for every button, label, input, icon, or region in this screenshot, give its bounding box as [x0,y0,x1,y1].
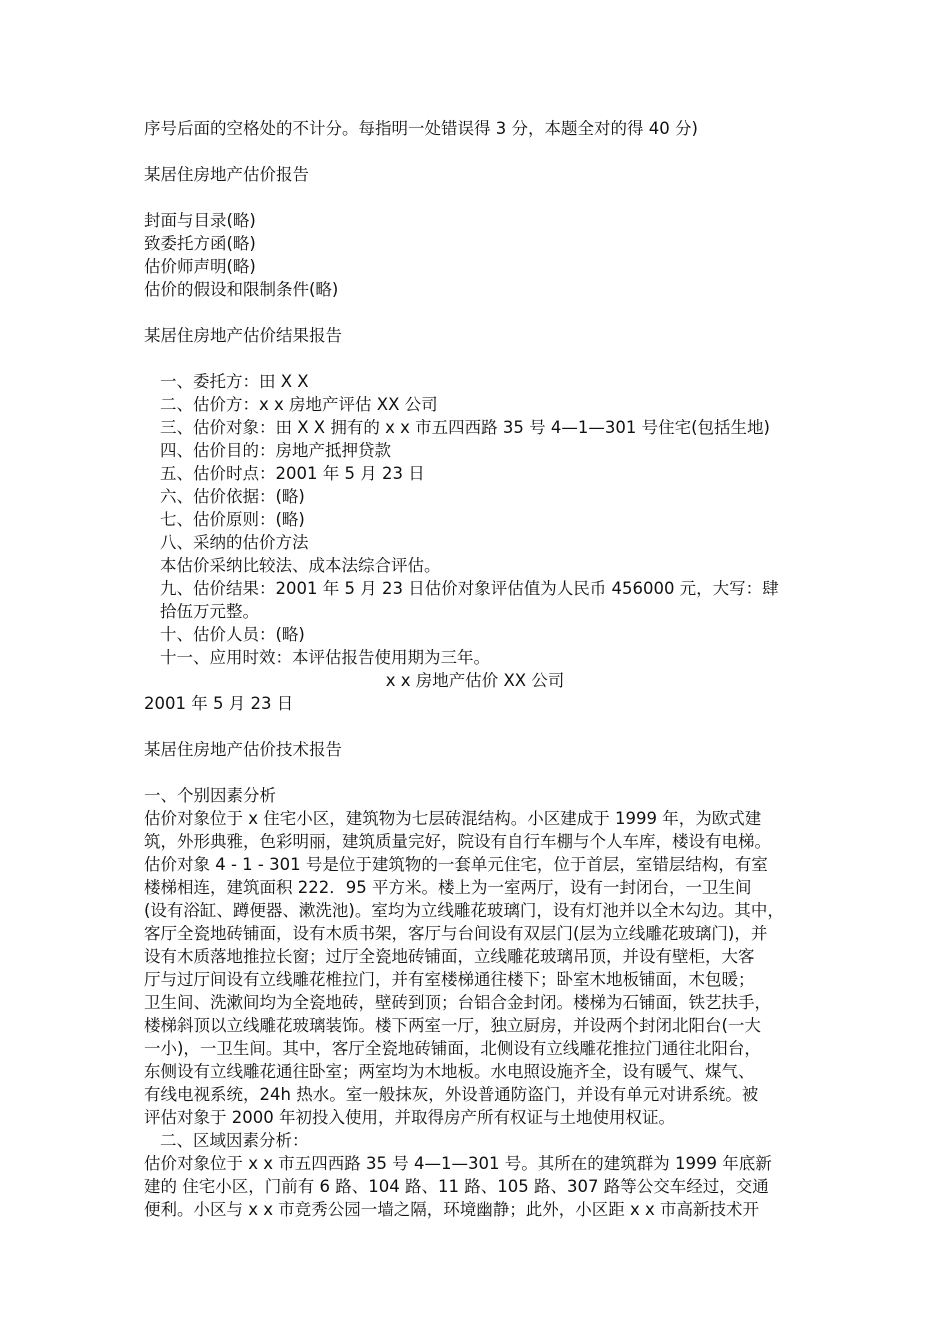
tech-report-title: 某居住房地产估价技术报告 [144,740,342,759]
result-item: 四、估价目的：房地产抵押贷款 [160,441,391,460]
paragraph-line: 评估对象于 2000 年初投入使用，并取得房产所有权证与土地使用权证。 [144,1108,675,1127]
paragraph-line: 建的 住宅小区，门前有 6 路、104 路、11 路、105 路、307 路等公交车经过，交通 [144,1177,769,1196]
result-item: 三、估价对象：田 X X 拥有的 x x 市五四西路 35 号 4—1—301 号住宅(包括生地) [160,418,770,437]
section-heading: 一、个别因素分析 [144,786,276,805]
result-item: 二、估价方：x x 房地产评估 XX 公司 [160,395,438,414]
result-item: 本估价采纳比较法、成本法综合评估。 [160,556,441,575]
paragraph-line: 筑，外形典雅，色彩明丽，建筑质量完好，院设有自行车棚与个人车库，楼设有电梯。 [144,832,771,851]
result-item: 五、估价时点：2001 年 5 月 23 日 [160,464,425,483]
result-item: 六、估价依据：(略) [160,487,305,506]
paragraph-line: 一小)，一卫生间。其中，客厅全瓷地砖铺面，北侧设有立线雕花推拉门通往北阳台， [144,1039,761,1058]
paragraph-line: (设有浴缸、蹲便器、漱洗池)。室均为立线雕花玻璃门，设有灯池并以全木勾边。其中， [144,901,784,920]
paragraph-line: 东侧设有立线雕花通往卧室；两室均为木地板。水电照设施齐全，设有暖气、煤气、 [144,1062,755,1081]
paragraph-line: 有线电视系统，24h 热水。室一般抹灰，外设普通防盗门，并设有单元对讲系统。被 [144,1085,759,1104]
result-item: 八、采纳的估价方法 [160,533,309,552]
paragraph-line: 估价对象位于 x x 市五四西路 35 号 4—1—301 号。其所在的建筑群为 1999 年底新 [144,1154,772,1173]
result-item: 七、估价原则：(略) [160,510,305,529]
paragraph-line: 客厅全瓷地砖铺面，设有木质书架，客厅与台间设有双层门(层为立线雕花玻璃门)，并 [144,924,768,943]
result-report-title: 某居住房地产估价结果报告 [144,326,342,345]
result-item: 十一、应用时效：本评估报告使用期为三年。 [160,648,490,667]
result-signature: x x 房地产估价 XX 公司 [385,671,565,690]
front-matter-item: 致委托方函(略) [144,234,256,253]
paragraph-line: 厅与过厅间设有立线雕花椎拉门，并有室楼梯通往楼下；卧室木地板铺面，木包暖； [144,970,755,989]
front-matter-item: 封面与目录(略) [144,211,256,230]
result-item: 十、估价人员：(略) [160,625,305,644]
paragraph-line: 楼梯相连，建筑面积 222．95 平方米。楼上为一室两厅，设有一封闭台，一卫生间 [144,878,752,897]
paragraph-line: 估价对象 4 - 1 - 301 号是位于建筑物的一套单元住宅，位于首层，室错层结构，有室 [144,855,768,874]
section-heading: 二、区域因素分析： [160,1131,309,1150]
paragraph-line: 楼梯斜顶以立线雕花玻璃装饰。楼下两室一厅，独立厨房，并设两个封闭北阳台(一大 [144,1016,761,1035]
paragraph-line: 便利。小区与 x x 市竞秀公园一墙之隔，环境幽静；此外，小区距 x x 市高新技术开 [144,1200,760,1219]
result-date: 2001 年 5 月 23 日 [144,694,294,713]
paragraph-line: 估价对象位于 x 住宅小区，建筑物为七层砖混结构。小区建成于 1999 年，为欧式建 [144,809,762,828]
result-item: 拾伍万元整。 [160,602,259,621]
intro-line: 序号后面的空格处的不计分。每指明一处错误得 3 分，本题全对的得 40 分) [144,119,698,138]
front-matter-item: 估价的假设和限制条件(略) [144,280,339,299]
report-title: 某居住房地产估价报告 [144,165,309,184]
front-matter-item: 估价师声明(略) [144,257,256,276]
result-item: 一、委托方：田 X X [160,372,309,391]
result-item: 九、估价结果：2001 年 5 月 23 日估价对象评估值为人民币 456000 元，大写：肆 [160,579,779,598]
paragraph-line: 卫生间、洗漱间均为全瓷地砖，壁砖到顶；台铝合金封闭。楼梯为石铺面，铁艺扶手， [144,993,771,1012]
paragraph-line: 设有木质落地推拉长窗；过厅全瓷地砖铺面，立线雕花玻璃吊顶，并设有壁柜，大客 [144,947,755,966]
